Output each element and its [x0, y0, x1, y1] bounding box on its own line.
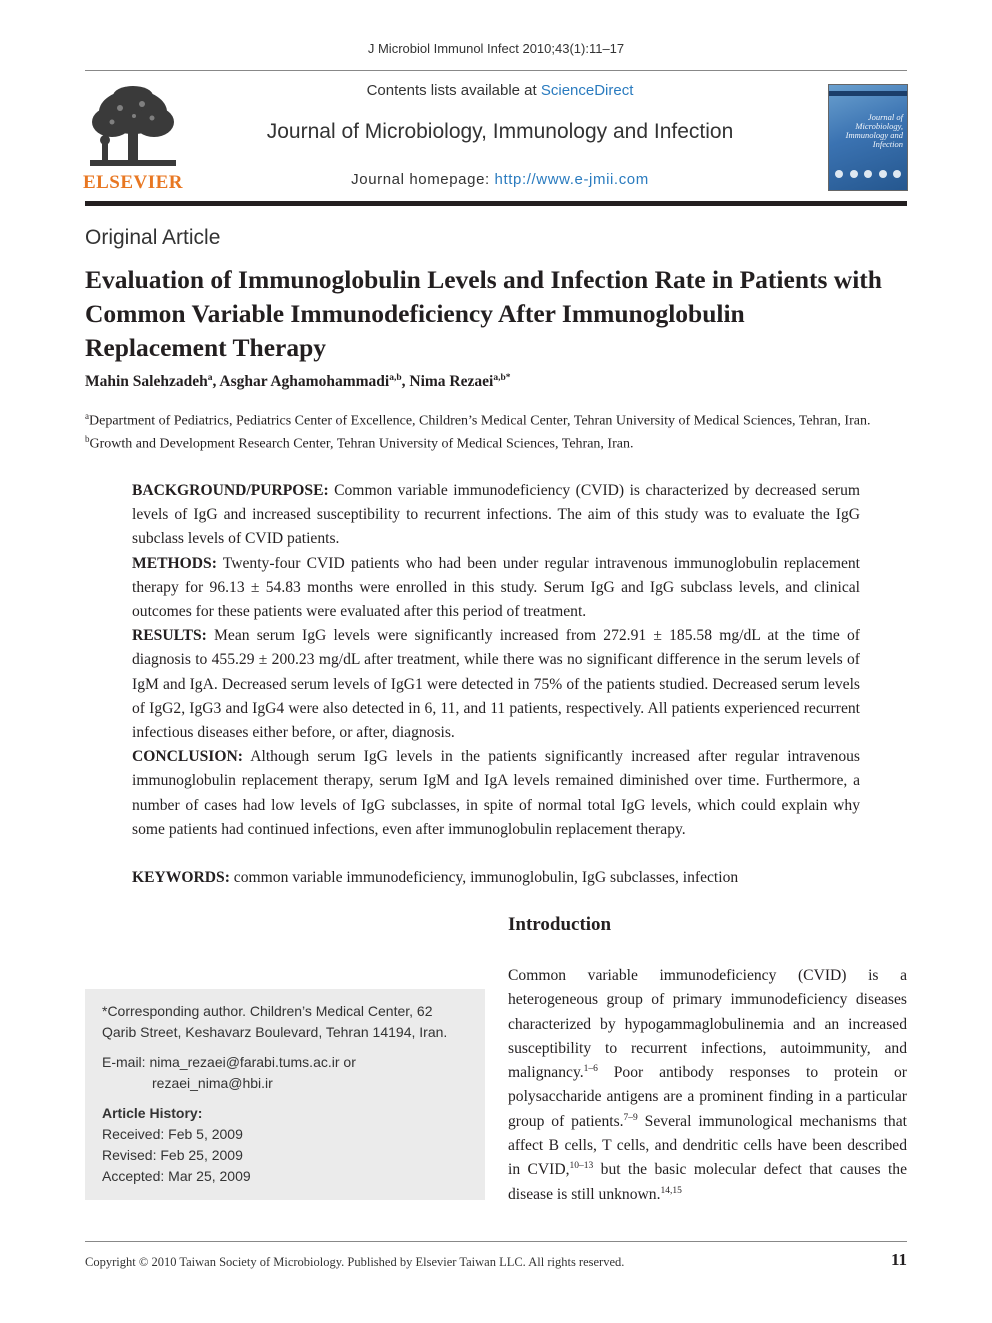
abstract: [132, 479, 860, 842]
header-rule: [85, 70, 907, 71]
keywords: [132, 866, 860, 890]
affiliation-label: b: [85, 434, 90, 444]
journal-cover-image: [828, 84, 908, 191]
intro-text: Several immunological mechanisms that affect B cells, T cells, and dendritic cells have been described in CVID,: [508, 1112, 907, 1179]
citation-ref[interactable]: 7–9: [623, 1112, 638, 1123]
contents-line: [200, 82, 800, 99]
affiliation-label: a: [85, 411, 89, 421]
affiliation-text: Department of Pediatrics, Pediatrics Center of Excellence, Children’s Medical Center, Tehran University of Medical Sciences, Tehran, Iran.: [89, 413, 871, 429]
citation-ref[interactable]: 10–13: [569, 1161, 594, 1172]
citation-ref[interactable]: 14,15: [660, 1185, 682, 1196]
abstract-section-text: Mean serum IgG levels were significantly increased from 272.91 ± 185.58 mg/dL at the time of diagnosis to 455.29 ± 200.23 mg/dL after treatment, while there was no significant difference in the serum levels of IgM and IgA. Decreased serum levels of IgG1 were detected in 75% of the patients studied. Decreased serum levels of IgG2, IgG3 and IgG4 were also detected in 6, 11, and 11 patients, respectively. All patients experienced recurrent infectious diseases either before, or after, diagnosis.: [132, 627, 860, 742]
author-name[interactable]: Nima Rezaei: [409, 373, 494, 391]
cover-title: Journal of Microbiology, Immunology and Infection: [845, 112, 903, 149]
intro-text: Poor antibody responses to protein or polysaccharide antigens are a prominent finding in a particular group of patients.: [508, 1064, 907, 1130]
elsevier-wordmark: ELSEVIER: [82, 172, 184, 193]
author-affil-sup: a: [207, 373, 213, 383]
affiliation-text: Growth and Development Research Center, Tehran University of Medical Sciences, Tehran, Iran.: [89, 436, 634, 452]
affiliation-a: [85, 411, 870, 430]
contents-prefix: Contents lists available at: [366, 82, 541, 99]
homepage-prefix: Journal homepage:: [351, 171, 495, 188]
author-separator: ,: [212, 373, 220, 391]
email-link[interactable]: nima_rezaei@farabi.tums.ac.ir: [149, 1054, 340, 1070]
abstract-background: [132, 479, 860, 552]
footer-rule: [85, 1241, 907, 1242]
abstract-conclusion: [132, 745, 860, 842]
sciencedirect-link[interactable]: ScienceDirect: [540, 82, 634, 99]
author-affil-sup: a,b*: [493, 373, 511, 383]
abstract-methods: [132, 552, 860, 625]
abstract-results: [132, 624, 860, 745]
running-head: J Microbiol Immunol Infect 2010;43(1):11–17: [367, 41, 625, 56]
revised-date: Revised: Feb 25, 2009: [102, 1147, 243, 1163]
article-history-label: Article History:: [102, 1105, 203, 1121]
abstract-section-text: Common variable immunodeficiency (CVID) is characterized by decreased serum levels of IgG and increased susceptibility to recurrent infections. The aim of this study was to evaluate the IgG subclass levels of CVID patients.: [132, 482, 860, 548]
email-link[interactable]: rezaei_nima@hbi.ir: [152, 1075, 273, 1091]
email-line: [102, 1052, 468, 1073]
header-thick-rule: [85, 201, 907, 206]
abstract-section-label: METHODS:: [132, 554, 217, 572]
affiliation-b: [85, 434, 633, 453]
journal-title: Journal of Microbiology, Immunology and Infection: [266, 120, 734, 143]
keywords-text: common variable immunodeficiency, immunoglobulin, IgG subclasses, infection: [229, 869, 739, 886]
citation-ref[interactable]: 1–6: [583, 1064, 598, 1074]
homepage-line: [200, 171, 800, 188]
homepage-link[interactable]: http://www.e-jmii.com: [494, 171, 649, 188]
email-join: or: [339, 1054, 356, 1070]
email-label: E-mail:: [102, 1054, 150, 1070]
accepted-date: Accepted: Mar 25, 2009: [102, 1168, 251, 1184]
page-number: 11: [890, 1250, 907, 1269]
introduction-paragraph: [508, 964, 907, 1207]
author-name[interactable]: Asghar Aghamohammadi: [219, 373, 390, 391]
author-name[interactable]: Mahin Salehzadeh: [85, 373, 208, 391]
corresponding-author: *Corresponding author. Children’s Medical Center, 62 Qarib Street, Keshavarz Boulevard, Tehran 14194, Iran.: [102, 1003, 448, 1040]
correspondence-box: [85, 989, 485, 1200]
author-list: [85, 373, 510, 391]
abstract-section-text: Twenty-four CVID patients who had been under regular intravenous immunoglobulin replacement therapy for 96.13 ± 54.83 months were enrolled in this study. Serum IgG and IgG subclass levels, and clinical outcomes for these patients were evaluated after this period of treatment.: [132, 554, 860, 621]
keywords-label: KEYWORDS:: [132, 869, 230, 886]
abstract-section-label: CONCLUSION:: [132, 748, 243, 766]
received-date: Received: Feb 5, 2009: [102, 1126, 243, 1142]
abstract-section-label: BACKGROUND/PURPOSE:: [132, 482, 329, 499]
author-affil-sup: a,b: [389, 373, 402, 383]
copyright-notice: Copyright © 2010 Taiwan Society of Microbiology. Published by Elsevier Taiwan LLC. All rights reserved.: [85, 1255, 625, 1269]
abstract-section-label: RESULTS:: [132, 627, 207, 645]
intro-text: Common variable immunodeficiency (CVID) is a heterogeneous group of primary immunodeficiency diseases characterized by hypogammaglobulinemia and an increased susceptibility to recurrent infections, autoimmunity, and malignancy.: [508, 967, 907, 1082]
article-type: Original Article: [85, 226, 221, 249]
author-separator: ,: [401, 373, 410, 391]
article-title: Evaluation of Immunoglobulin Levels and Infection Rate in Patients with Common Variable Immunodeficiency After Immunoglobulin Replacement Therapy: [85, 265, 882, 362]
intro-text: but the basic molecular defect that causes the disease is still unknown.: [508, 1161, 907, 1203]
abstract-section-text: Although serum IgG levels in the patients significantly increased after regular intravenous immunoglobulin replacement therapy, serum IgM and IgA levels remained diminished over time. Furthermore, a number of cases had low levels of IgG subclasses, in spite of normal total IgG levels, which could explain why some patients had continued infections, even after immunoglobulin replacement therapy.: [132, 748, 860, 838]
cover-logos: [835, 170, 901, 178]
section-heading-introduction: Introduction: [508, 914, 612, 935]
cover-band: [829, 91, 907, 96]
